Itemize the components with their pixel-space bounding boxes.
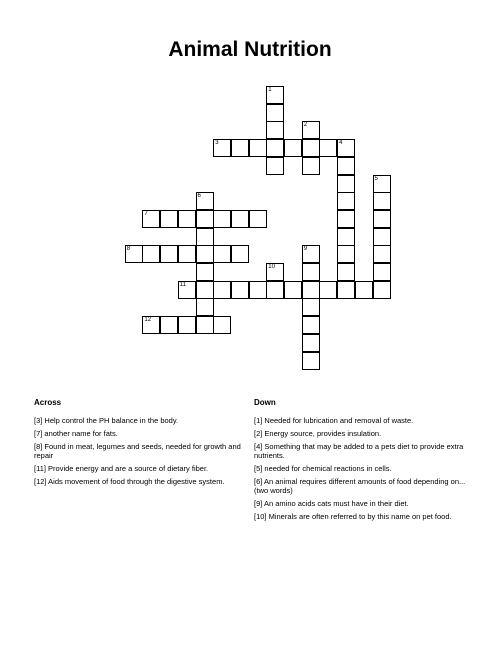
grid-cell[interactable]	[231, 139, 249, 157]
grid-cell[interactable]	[302, 334, 320, 352]
grid-cell[interactable]	[142, 210, 160, 228]
grid-cell[interactable]	[266, 281, 284, 299]
grid-cell[interactable]	[178, 210, 196, 228]
grid-cell[interactable]	[266, 139, 284, 157]
grid-cell[interactable]	[302, 139, 320, 157]
grid-cell[interactable]	[142, 316, 160, 334]
grid-cell[interactable]	[196, 210, 214, 228]
clue-number: 6	[197, 193, 201, 200]
grid-cell[interactable]	[142, 245, 160, 263]
grid-cell[interactable]	[178, 281, 196, 299]
grid-cell[interactable]	[373, 210, 391, 228]
grid-cell[interactable]	[231, 281, 249, 299]
across-clue: [8] Found in meat, legumes and seeds, needed for growth and repair	[34, 442, 241, 460]
grid-cell[interactable]	[231, 245, 249, 263]
down-clue: [6] An animal requires different amounts of food depending on... (two words)	[254, 477, 466, 495]
across-heading: Across	[34, 398, 62, 407]
clue-number: 12	[144, 317, 152, 324]
grid-cell[interactable]	[337, 210, 355, 228]
down-clue: [5] needed for chemical reactions in cells.	[254, 464, 392, 473]
grid-cell[interactable]	[196, 281, 214, 299]
grid-cell[interactable]	[196, 192, 214, 210]
grid-cell[interactable]	[266, 157, 284, 175]
grid-cell[interactable]	[266, 86, 284, 104]
grid-cell[interactable]	[337, 228, 355, 246]
down-clue: [2] Energy source, provides insulation.	[254, 429, 382, 438]
grid-cell[interactable]	[196, 316, 214, 334]
grid-cell[interactable]	[160, 316, 178, 334]
grid-cell[interactable]	[196, 245, 214, 263]
down-heading: Down	[254, 398, 276, 407]
grid-cell[interactable]	[266, 121, 284, 139]
clue-number: 5	[374, 175, 378, 182]
grid-cell[interactable]	[302, 157, 320, 175]
grid-cell[interactable]	[231, 210, 249, 228]
grid-cell[interactable]	[213, 245, 231, 263]
grid-cell[interactable]	[355, 281, 373, 299]
grid-cell[interactable]	[266, 263, 284, 281]
grid-cell[interactable]	[319, 139, 337, 157]
clue-number: 3	[215, 140, 219, 147]
across-clue: [11] Provide energy and are a source of dietary fiber.	[34, 464, 209, 473]
grid-cell[interactable]	[249, 210, 267, 228]
grid-cell[interactable]	[284, 281, 302, 299]
grid-cell[interactable]	[337, 157, 355, 175]
grid-cell[interactable]	[337, 192, 355, 210]
clue-number: 7	[144, 210, 148, 217]
grid-cell[interactable]	[213, 316, 231, 334]
grid-cell[interactable]	[302, 316, 320, 334]
grid-cell[interactable]	[319, 281, 337, 299]
grid-cell[interactable]	[160, 245, 178, 263]
grid-cell[interactable]	[373, 192, 391, 210]
grid-cell[interactable]	[337, 175, 355, 193]
grid-cell[interactable]	[160, 210, 178, 228]
clue-number: 4	[339, 140, 343, 147]
grid-cell[interactable]	[337, 263, 355, 281]
grid-cell[interactable]	[302, 352, 320, 370]
grid-cell[interactable]	[196, 228, 214, 246]
grid-cell[interactable]	[373, 263, 391, 281]
clue-number: 1	[268, 87, 272, 93]
grid-cell[interactable]	[125, 245, 143, 263]
across-clue: [7] another name for fats.	[34, 429, 118, 438]
grid-cell[interactable]	[302, 245, 320, 263]
grid-cell[interactable]	[373, 228, 391, 246]
grid-cell[interactable]	[337, 281, 355, 299]
down-clues	[254, 398, 469, 525]
grid-cell[interactable]	[337, 139, 355, 157]
clue-number: 2	[303, 122, 308, 129]
grid-cell[interactable]	[373, 245, 391, 263]
grid-cell[interactable]	[213, 210, 231, 228]
across-clue: [12] Aids movement of food through the digestive system.	[34, 477, 225, 486]
grid-cell[interactable]	[249, 281, 267, 299]
page-title: Animal Nutrition	[168, 38, 332, 61]
grid-cell[interactable]	[373, 175, 391, 193]
clue-number: 11	[179, 281, 187, 288]
across-clues	[34, 398, 244, 490]
grid-cell[interactable]	[373, 281, 391, 299]
grid-cell[interactable]	[302, 298, 320, 316]
grid-cell[interactable]	[196, 263, 214, 281]
down-clue: [4] Something that may be added to a pets diet to provide extra nutrients.	[254, 442, 464, 460]
grid-cell[interactable]	[337, 245, 355, 263]
grid-cell[interactable]	[178, 245, 196, 263]
down-clue: [9] An amino acids cats must have in their diet.	[254, 499, 409, 508]
grid-cell[interactable]	[302, 281, 320, 299]
clue-number: 10	[268, 264, 275, 270]
grid-cell[interactable]	[302, 121, 320, 139]
grid-cell[interactable]	[284, 139, 302, 157]
grid-cell[interactable]	[178, 316, 196, 334]
grid-cell[interactable]	[196, 298, 214, 316]
grid-cell[interactable]	[249, 139, 267, 157]
across-clue: [3] Help control the PH balance in the body.	[34, 416, 179, 425]
grid-cell[interactable]	[266, 104, 284, 122]
clue-number: 9	[303, 246, 308, 253]
grid-cell[interactable]	[213, 139, 231, 157]
down-clue: [10] Minerals are often referred to by this name on pet food.	[254, 512, 452, 521]
grid-cell[interactable]	[302, 263, 320, 281]
clue-number: 8	[126, 246, 131, 253]
grid-cell[interactable]	[213, 281, 231, 299]
down-clue: [1] Needed for lubrication and removal of waste.	[254, 416, 414, 425]
